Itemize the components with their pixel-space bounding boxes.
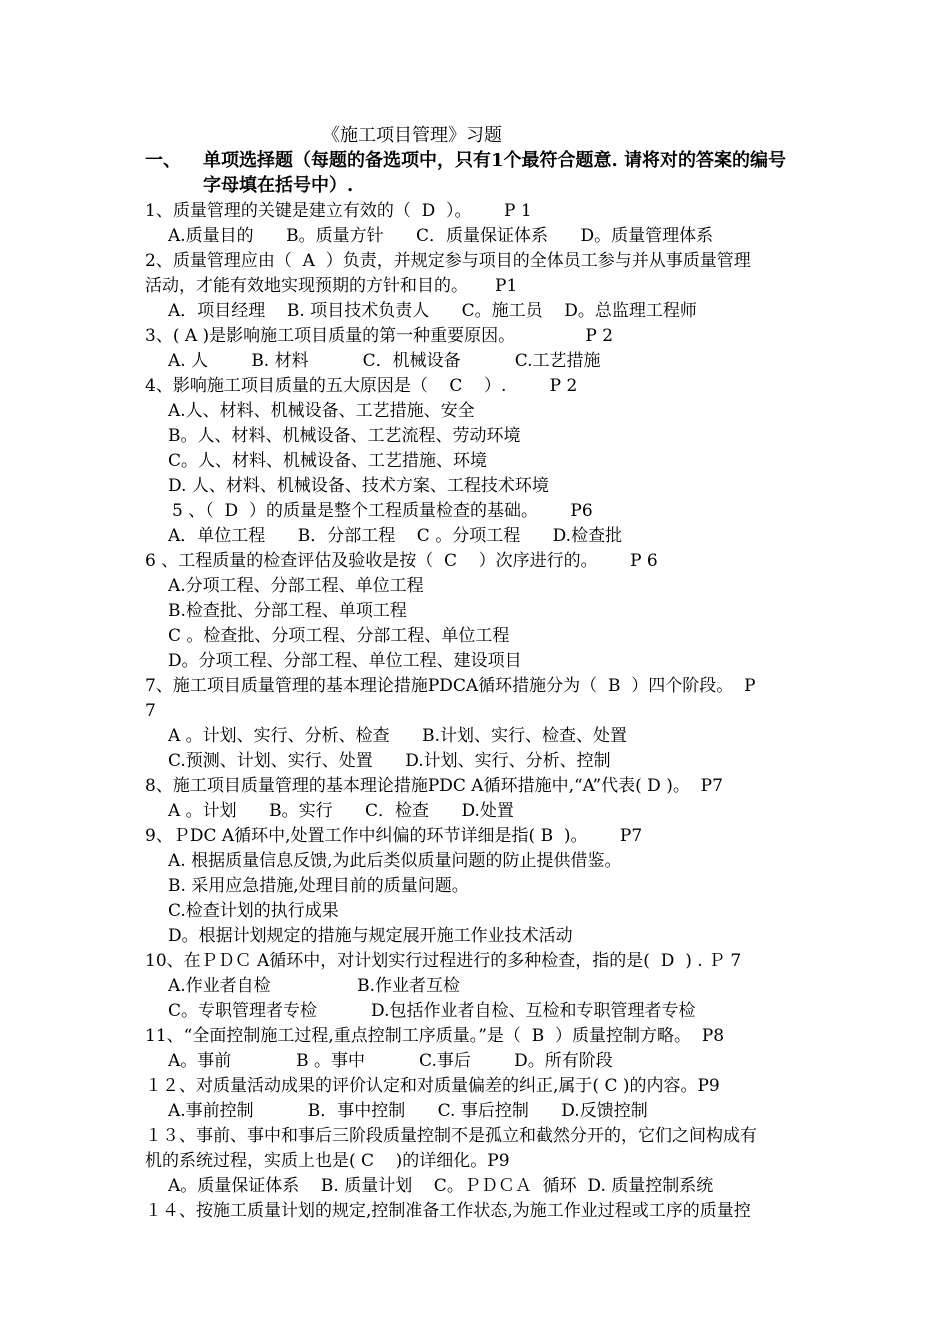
question-line: 7 bbox=[145, 701, 156, 721]
question-line: 5 、（ D ）的质量是整个工程质量检查的基础。 P6 bbox=[172, 501, 593, 521]
question-line: 6 、工程质量的检查评估及验收是按（ C ）次序进行的。 P 6 bbox=[145, 551, 658, 571]
option-line: A 。计划、实行、分析、检查 B.计划、实行、检查、处置 bbox=[168, 726, 627, 746]
question-line: 2、质量管理应由（ A ）负责，并规定参与项目的全体员工参与并从事质量管理 bbox=[145, 251, 751, 271]
option-line: C.检查计划的执行成果 bbox=[168, 901, 339, 921]
option-line: C。专职管理者专检 D.包括作业者自检、互检和专职管理者专检 bbox=[168, 1001, 696, 1021]
option-line: A.事前控制 B．事中控制 C. 事后控制 D.反馈控制 bbox=[168, 1101, 648, 1121]
option-line: C.预测、计划、实行、处置 D.计划、实行、分析、控制 bbox=[168, 751, 611, 771]
option-line: A 。计划 B。实行 C．检查 D.处置 bbox=[168, 801, 514, 821]
option-line: B.检查批、分部工程、单项工程 bbox=[168, 601, 407, 621]
option-line: C 。检查批、分项工程、分部工程、单位工程 bbox=[168, 626, 510, 646]
option-line: A.分项工程、分部工程、单位工程 bbox=[168, 576, 424, 596]
option-line: B。人、材料、机械设备、工艺流程、劳动环境 bbox=[168, 426, 521, 446]
question-line: 机的系统过程，实质上也是( C )的详细化。P9 bbox=[145, 1151, 510, 1171]
question-line: １２、对质量活动成果的评价认定和对质量偏差的纠正,属于( C )的内容。P9 bbox=[145, 1076, 720, 1096]
question-line: 3、( A )是影响施工项目质量的第一种重要原因。 P 2 bbox=[145, 326, 614, 346]
option-line: A．项目经理 B. 项目技术负责人 C。施工员 D。总监理工程师 bbox=[168, 301, 697, 321]
question-line: 10、在ＰＤＣ A循环中，对计划实行过程进行的多种检查，指的是( D ) . Ｐ 7 bbox=[145, 951, 742, 971]
option-line: A.质量目的 B。质量方针 C．质量保证体系 D。质量管理体系 bbox=[168, 226, 714, 246]
section-number: 一、 bbox=[145, 150, 181, 171]
section-heading-line-2: 字母填在括号中）. bbox=[203, 175, 354, 196]
section-heading-line-1: 单项选择题（每题的备选项中，只有1个最符合题意. 请将对的答案的编号 bbox=[203, 150, 787, 171]
question-line: 4、影响施工项目质量的五大原因是（ C ）. P 2 bbox=[145, 376, 578, 396]
option-line: C。人、材料、机械设备、工艺措施、环境 bbox=[168, 451, 488, 471]
question-line: １３、事前、事中和事后三阶段质量控制不是孤立和截然分开的，它们之间构成有 bbox=[145, 1126, 757, 1146]
question-line: 11、“全面控制施工过程,重点控制工序质量。”是（ B ）质量控制方略。 P8 bbox=[145, 1026, 725, 1046]
document-title: 《施工项目管理》习题 bbox=[322, 125, 502, 146]
option-line: A.作业者自检 B.作业者互检 bbox=[168, 976, 461, 996]
option-line: A。质量保证体系 B. 质量计划 C。ＰＤＣＡ 循环 D. 质量控制系统 bbox=[168, 1176, 714, 1196]
question-line: １４、按施工质量计划的规定,控制准备工作状态,为施工作业过程或工序的质量控 bbox=[145, 1201, 751, 1221]
question-line: 活动，才能有效地实现预期的方针和目的。 P1 bbox=[145, 276, 518, 296]
option-line: D。根据计划规定的措施与规定展开施工作业技术活动 bbox=[168, 926, 573, 946]
option-line: A. 根据质量信息反馈,为此后类似质量问题的防止提供借鉴。 bbox=[168, 851, 622, 871]
question-line: 7、施工项目质量管理的基本理论措施PDCA循环措施分为（ B ）四个阶段。 P bbox=[145, 676, 756, 696]
question-line: 8、施工项目质量管理的基本理论措施PDC A循环措施中,“A”代表( D )。 P7 bbox=[145, 776, 723, 796]
option-line: A.人、材料、机械设备、工艺措施、安全 bbox=[168, 401, 475, 421]
question-line: 9、ＰDC A循环中,处置工作中纠偏的环节详细是指( B )。 P7 bbox=[145, 826, 643, 846]
option-line: A．单位工程 B．分部工程 C 。分项工程 D.检查批 bbox=[168, 526, 623, 546]
option-line: A. 人 B. 材料 C．机械设备 C.工艺措施 bbox=[168, 351, 601, 371]
option-line: B. 采用应急措施,处理目前的质量问题。 bbox=[168, 876, 469, 896]
option-line: A。事前 B 。事中 C.事后 D。所有阶段 bbox=[168, 1051, 613, 1071]
option-line: D. 人、材料、机械设备、技术方案、工程技术环境 bbox=[168, 476, 549, 496]
question-line: 1、质量管理的关键是建立有效的（ D ）。 P 1 bbox=[145, 201, 532, 221]
option-line: D。分项工程、分部工程、单位工程、建设项目 bbox=[168, 651, 522, 671]
